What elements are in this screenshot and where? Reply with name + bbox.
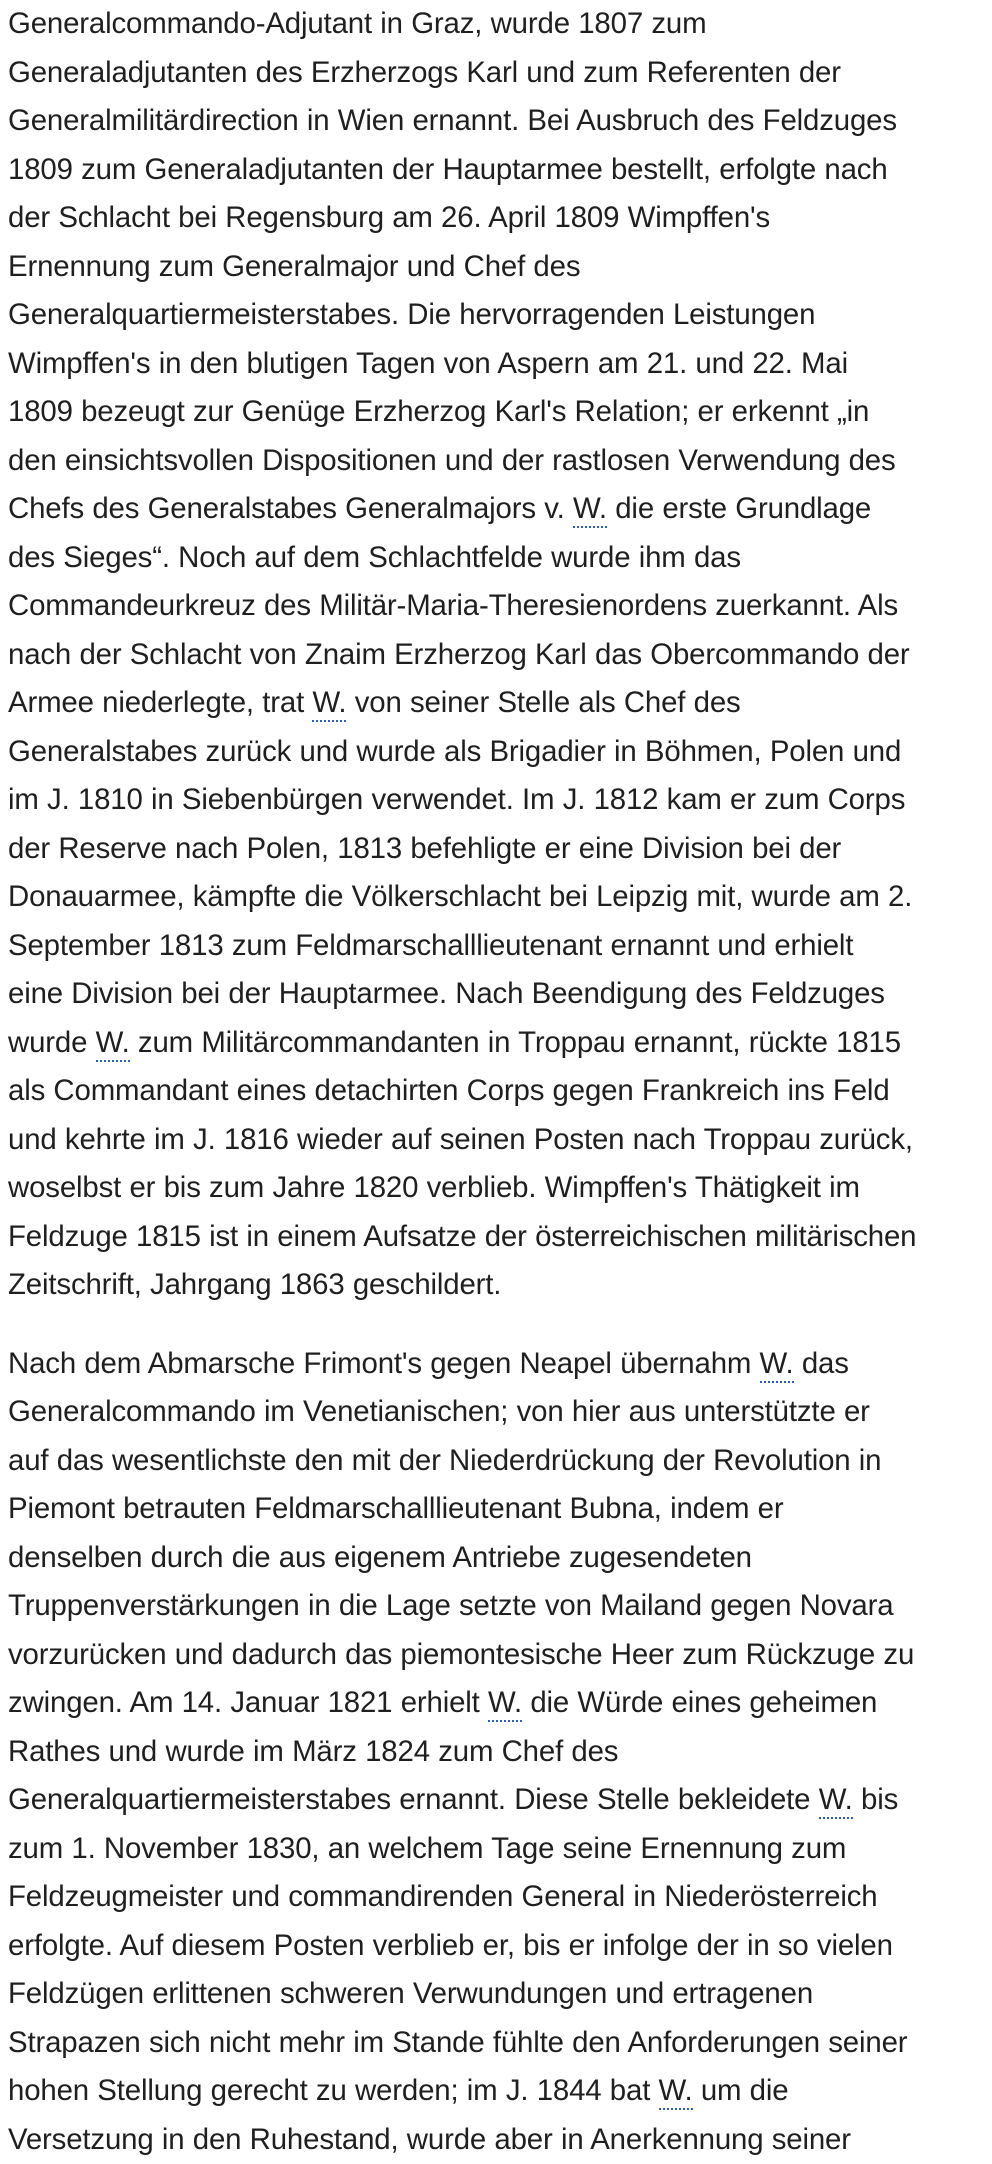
text-segment: bis bbox=[853, 1783, 898, 1816]
text-segment: zum Militärcommandanten in Troppau ernannt, rückte 1815 bbox=[130, 1026, 901, 1059]
abbreviation-w[interactable]: W. bbox=[819, 1783, 853, 1819]
text-segment: Feldzuge 1815 ist in einem Aufsatze der österreichischen militärischen bbox=[8, 1220, 916, 1253]
text-segment: woselbst er bis zum Jahre 1820 verblieb. Wimpffen's Thätigkeit im bbox=[8, 1171, 860, 1204]
text-line bbox=[8, 1534, 984, 1583]
text-line bbox=[8, 1582, 984, 1631]
abbreviation-w[interactable]: W. bbox=[312, 686, 346, 722]
text-segment: September 1813 zum Feldmarschalllieutenant ernannt und erhielt bbox=[8, 929, 853, 962]
text-segment: des Sieges“. Noch auf dem Schlachtfelde wurde ihm das bbox=[8, 541, 741, 574]
text-segment: Strapazen sich nicht mehr im Stande fühlte den Anforderungen seiner bbox=[8, 2026, 907, 2059]
text-line bbox=[8, 1631, 984, 1680]
text-line bbox=[8, 825, 984, 874]
text-segment: Chefs des Generalstabes Generalmajors v. bbox=[8, 492, 573, 525]
paragraph bbox=[8, 0, 984, 1310]
text-segment: Generaladjutanten des Erzherzogs Karl und zum Referenten der bbox=[8, 56, 841, 89]
text-segment: 1809 bezeugt zur Genüge Erzherzog Karl's Relation; er erkennt „in bbox=[8, 395, 869, 428]
text-segment: die Würde eines geheimen bbox=[522, 1686, 877, 1719]
text-line bbox=[8, 1679, 984, 1728]
text-segment: Nach dem Abmarsche Frimont's gegen Neapel übernahm bbox=[8, 1347, 760, 1380]
text-segment: zum 1. November 1830, an welchem Tage seine Ernennung zum bbox=[8, 1832, 846, 1865]
text-segment: Generalstabes zurück und wurde als Brigadier in Böhmen, Polen und bbox=[8, 735, 901, 768]
text-segment: Rathes und wurde im März 1824 zum Chef des bbox=[8, 1735, 618, 1768]
text-line bbox=[8, 388, 984, 437]
abbreviation-w[interactable]: W. bbox=[488, 1686, 522, 1722]
text-line bbox=[8, 291, 984, 340]
text-segment: Truppenverstärkungen in die Lage setzte von Mailand gegen Novara bbox=[8, 1589, 893, 1622]
text-segment: und kehrte im J. 1816 wieder auf seinen Posten nach Troppau zurück, bbox=[8, 1123, 913, 1156]
text-segment: der Reserve nach Polen, 1813 befehligte er eine Division bei der bbox=[8, 832, 841, 865]
text-segment: Armee niederlegte, trat bbox=[8, 686, 312, 719]
text-line bbox=[8, 1485, 984, 1534]
text-line bbox=[8, 1116, 984, 1165]
text-line bbox=[8, 0, 984, 49]
text-segment: das bbox=[794, 1347, 849, 1380]
text-segment: um die bbox=[693, 2074, 789, 2107]
text-line bbox=[8, 1437, 984, 1486]
text-line bbox=[8, 873, 984, 922]
text-line bbox=[8, 1728, 984, 1777]
text-segment: Generalquartiermeisterstabes. Die hervorragenden Leistungen bbox=[8, 298, 815, 331]
text-segment: der Schlacht bei Regensburg am 26. April 1809 Wimpffen's bbox=[8, 201, 770, 234]
text-line bbox=[8, 243, 984, 292]
text-segment: Donauarmee, kämpfte die Völkerschlacht bei Leipzig mit, wurde am 2. bbox=[8, 880, 912, 913]
text-segment: denselben durch die aus eigenem Antriebe zugesendeten bbox=[8, 1541, 752, 1574]
text-segment: vorzurücken und dadurch das piemontesische Heer zum Rückzuge zu bbox=[8, 1638, 914, 1671]
text-segment: hohen Stellung gerecht zu werden; im J. 1844 bat bbox=[8, 2074, 659, 2107]
text-segment: Piemont betrauten Feldmarschalllieutenant Bubna, indem er bbox=[8, 1492, 784, 1525]
text-segment: den einsichtsvollen Dispositionen und der rastlosen Verwendung des bbox=[8, 444, 896, 477]
text-line bbox=[8, 776, 984, 825]
abbreviation-w[interactable]: W. bbox=[659, 2074, 693, 2110]
text-segment: auf das wesentlichste den mit der Niederdrückung der Revolution in bbox=[8, 1444, 881, 1477]
text-line bbox=[8, 437, 984, 486]
text-segment: nach der Schlacht von Znaim Erzherzog Karl das Obercommando der bbox=[8, 638, 910, 671]
text-segment: die erste Grundlage bbox=[607, 492, 871, 525]
text-line bbox=[8, 631, 984, 680]
text-line bbox=[8, 1067, 984, 1116]
text-line bbox=[8, 1340, 984, 1389]
text-line bbox=[8, 1213, 984, 1262]
text-segment: Generalmilitärdirection in Wien ernannt. Bei Ausbruch des Feldzuges bbox=[8, 104, 897, 137]
text-segment: als Commandant eines detachirten Corps gegen Frankreich ins Feld bbox=[8, 1074, 890, 1107]
text-line bbox=[8, 2116, 984, 2164]
text-line bbox=[8, 582, 984, 631]
text-segment: Wimpffen's in den blutigen Tagen von Aspern am 21. und 22. Mai bbox=[8, 347, 848, 380]
text-segment: Versetzung in den Ruhestand, wurde aber in Anerkennung seiner bbox=[8, 2123, 851, 2156]
text-segment: Zeitschrift, Jahrgang 1863 geschildert. bbox=[8, 1268, 501, 1301]
text-segment: von seiner Stelle als Chef des bbox=[346, 686, 740, 719]
text-segment: Commandeurkreuz des Militär-Maria-Theresienordens zuerkannt. Als bbox=[8, 589, 898, 622]
text-segment: Ernennung zum Generalmajor und Chef des bbox=[8, 250, 580, 283]
text-line bbox=[8, 970, 984, 1019]
paragraph bbox=[8, 1340, 984, 2164]
text-line bbox=[8, 1019, 984, 1068]
text-line bbox=[8, 97, 984, 146]
text-line bbox=[8, 146, 984, 195]
text-segment: Feldzügen erlittenen schweren Verwundungen und ertragenen bbox=[8, 1977, 813, 2010]
abbreviation-w[interactable]: W. bbox=[573, 492, 607, 528]
text-line bbox=[8, 1164, 984, 1213]
text-line bbox=[8, 1825, 984, 1874]
text-segment: Generalcommando im Venetianischen; von hier aus unterstützte er bbox=[8, 1395, 870, 1428]
text-line bbox=[8, 1776, 984, 1825]
text-line bbox=[8, 922, 984, 971]
text-line bbox=[8, 49, 984, 98]
text-line bbox=[8, 534, 984, 583]
text-line bbox=[8, 340, 984, 389]
text-line bbox=[8, 1873, 984, 1922]
text-segment: wurde bbox=[8, 1026, 96, 1059]
text-line bbox=[8, 2067, 984, 2116]
text-line bbox=[8, 1922, 984, 1971]
text-line bbox=[8, 1970, 984, 2019]
text-segment: erfolgte. Auf diesem Posten verblieb er, bis er infolge der in so vielen bbox=[8, 1929, 893, 1962]
text-line bbox=[8, 1261, 984, 1310]
text-segment: 1809 zum Generaladjutanten der Hauptarmee bestellt, erfolgte nach bbox=[8, 153, 888, 186]
abbreviation-w[interactable]: W. bbox=[96, 1026, 130, 1062]
text-segment: Generalcommando-Adjutant in Graz, wurde 1807 zum bbox=[8, 7, 706, 40]
text-line bbox=[8, 679, 984, 728]
text-segment: Generalquartiermeisterstabes ernannt. Diese Stelle bekleidete bbox=[8, 1783, 819, 1816]
abbreviation-w[interactable]: W. bbox=[760, 1347, 794, 1383]
text-line bbox=[8, 2019, 984, 2068]
text-segment: im J. 1810 in Siebenbürgen verwendet. Im J. 1812 kam er zum Corps bbox=[8, 783, 905, 816]
text-segment: eine Division bei der Hauptarmee. Nach Beendigung des Feldzuges bbox=[8, 977, 885, 1010]
text-line bbox=[8, 728, 984, 777]
text-segment: Feldzeugmeister und commandirenden General in Niederösterreich bbox=[8, 1880, 877, 1913]
text-line bbox=[8, 1388, 984, 1437]
text-segment: zwingen. Am 14. Januar 1821 erhielt bbox=[8, 1686, 488, 1719]
text-line bbox=[8, 485, 984, 534]
text-line bbox=[8, 194, 984, 243]
